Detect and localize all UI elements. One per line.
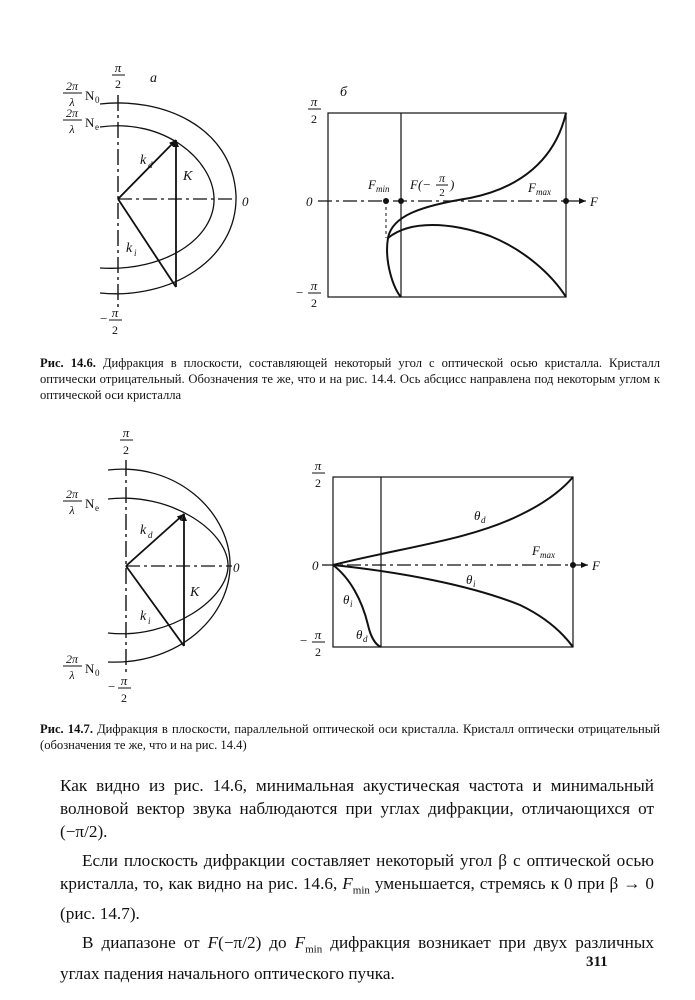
fmin-label: F [368,177,376,192]
kd-label: k [140,153,147,168]
theta-d-upper-sub: d [481,515,486,525]
theta-d-lower-sub: d [363,634,368,644]
fmax-label: F [528,180,536,195]
bottom-angle-sign: − [108,679,116,694]
figure-14-7 [0,405,695,705]
ki-sub: i [148,616,151,626]
kd-label: k [140,523,147,538]
axis-f-label: F [590,194,598,209]
figure-14-6-caption [40,355,660,403]
theta-i-left-label: θ [343,592,350,607]
theta-d-upper-label: θ [474,508,481,523]
n0-num: 2π [65,79,79,93]
origin-label: 0 [242,194,249,209]
fmax-point [563,198,569,204]
fig-14-7-panel-right [300,458,601,659]
origin-label: 0 [233,560,240,575]
inner-surface-curve [100,126,214,269]
K-label: K [183,169,193,184]
bottom-angle-den: 2 [311,296,317,310]
p2-part-b: уменьшается, стремясь к 0 при β → 0 (рис. 14.7). [60,874,654,924]
bottom-angle-den: 2 [112,323,118,337]
fmax-sub: max [540,550,555,560]
p2-sub: min [352,884,370,897]
ne-den: λ [69,503,75,517]
ne-symbol: N [85,115,95,130]
bottom-angle-sign: − [300,633,308,648]
ne-symbol: N [85,496,95,511]
axis-f-label: F [592,558,600,573]
fmax-sub: max [536,187,551,197]
ne-num: 2π [65,487,79,501]
vector-ki [126,566,184,646]
top-angle-num: π [310,94,318,109]
p3-f2: F [294,933,306,953]
p3-sub: min [305,943,323,956]
f-pi2-num: π [438,171,446,185]
caption-text: Дифракция в плоскости, параллельной оптической оси кристалла. Кристалл оптически отрицательный (обозначения те же, что и на рис. 14.4) [40,722,660,752]
caption-label: Рис. 14.6. [40,356,96,370]
top-angle-num: π [122,425,130,440]
theta-d-curve [387,113,566,297]
theta-d-lower-label: θ [356,627,363,642]
caption-label: Рис. 14.7. [40,722,93,736]
bottom-angle-den: 2 [121,691,127,705]
n0-den: λ [69,95,75,109]
fmin-point [383,198,389,204]
page-number: 311 [586,954,608,970]
fmin-sub: min [376,184,390,194]
paragraph-2 [60,849,654,925]
bottom-angle-den: 2 [315,645,321,659]
n0-symbol: N [85,88,95,103]
fmax-label: F [532,543,540,558]
theta-i-right-label: θ [466,572,473,587]
top-angle-den: 2 [115,77,121,91]
n0-den: λ [69,668,75,682]
top-angle-den: 2 [315,476,321,490]
outer-surface-curve [100,103,236,294]
paragraph-1: Как видно из рис. 14.6, минимальная акустическая частота и минимальный волновой вектор звука наблюдаются при углах дифракции, отличающихся от (−π/2). [60,776,654,841]
f-pi2-point [398,198,404,204]
fmax-point [570,562,576,568]
bottom-angle-sign: − [100,311,108,326]
ne-sub: e [95,503,99,513]
plot-frame [333,477,573,647]
body-text [60,774,654,985]
panel-a-label: a [150,71,157,86]
ki-sub: i [134,248,137,258]
vector-kd [118,140,176,199]
top-angle-num: π [314,458,322,473]
figure-14-7-caption [40,721,660,753]
top-angle-num: π [114,60,122,75]
bottom-angle-sign: − [296,285,304,300]
vector-kd [126,514,184,566]
ki-label: k [140,609,147,624]
panel-b-label: б [340,85,348,100]
bottom-angle-num: π [120,673,128,688]
p3-part-b: дифракция возникает при двух различных углах падения начального оптического пучка. [60,933,655,983]
p3-mid: (−π/2) до [218,933,295,953]
paragraph-3 [60,931,654,984]
n0-sub: 0 [95,95,100,105]
zero-label: 0 [312,558,319,573]
caption-text: Дифракция в плоскости, составляющей некоторый угол с оптической осью кристалла. Кристалл оптически отрицательный. Обозначения те же, что и на рис. 14.4. Ось абсцисс направлена под некоторым углом к оптической оси кристалла [40,356,661,402]
p3-part-a: В диапазоне от [82,933,208,953]
ki-label: k [126,241,133,256]
n0-num: 2π [65,652,79,666]
kd-sub: d [148,160,153,170]
top-angle-den: 2 [311,112,317,126]
zero-label: 0 [306,194,313,209]
theta-i-left-sub: i [350,599,353,609]
bottom-angle-num: π [314,627,322,642]
figure-14-6 [0,0,695,345]
f-pi2-den: 2 [439,187,445,199]
fig-14-7-panel-left [63,425,240,705]
kd-sub: d [148,530,153,540]
fig-14-6-panel-a [63,60,249,337]
f-pi2-prefix: F(− [410,177,432,192]
theta-i-curve [388,225,566,297]
ne-den: λ [69,122,75,136]
plot-frame [328,113,566,297]
ne-sub: e [95,122,99,132]
top-angle-den: 2 [123,443,129,457]
p2-f: F [342,874,353,893]
bottom-angle-num: π [111,305,119,320]
n0-sub: 0 [95,668,100,678]
bottom-angle-num: π [310,278,318,293]
ne-num: 2π [65,106,79,120]
n0-symbol: N [85,661,95,676]
p2-part-a: Если плоскость дифракции составляет некоторый угол β с оптической осью кристалла, то, как видно на рис. 14.6, [60,851,654,893]
f-pi2-suffix: ) [450,177,455,192]
K-label: K [190,585,200,600]
p3-f1: F [207,933,219,953]
theta-i-right-sub: i [473,579,476,589]
fig-14-6-panel-b [296,85,599,310]
theta-i-right-curve [333,565,573,647]
